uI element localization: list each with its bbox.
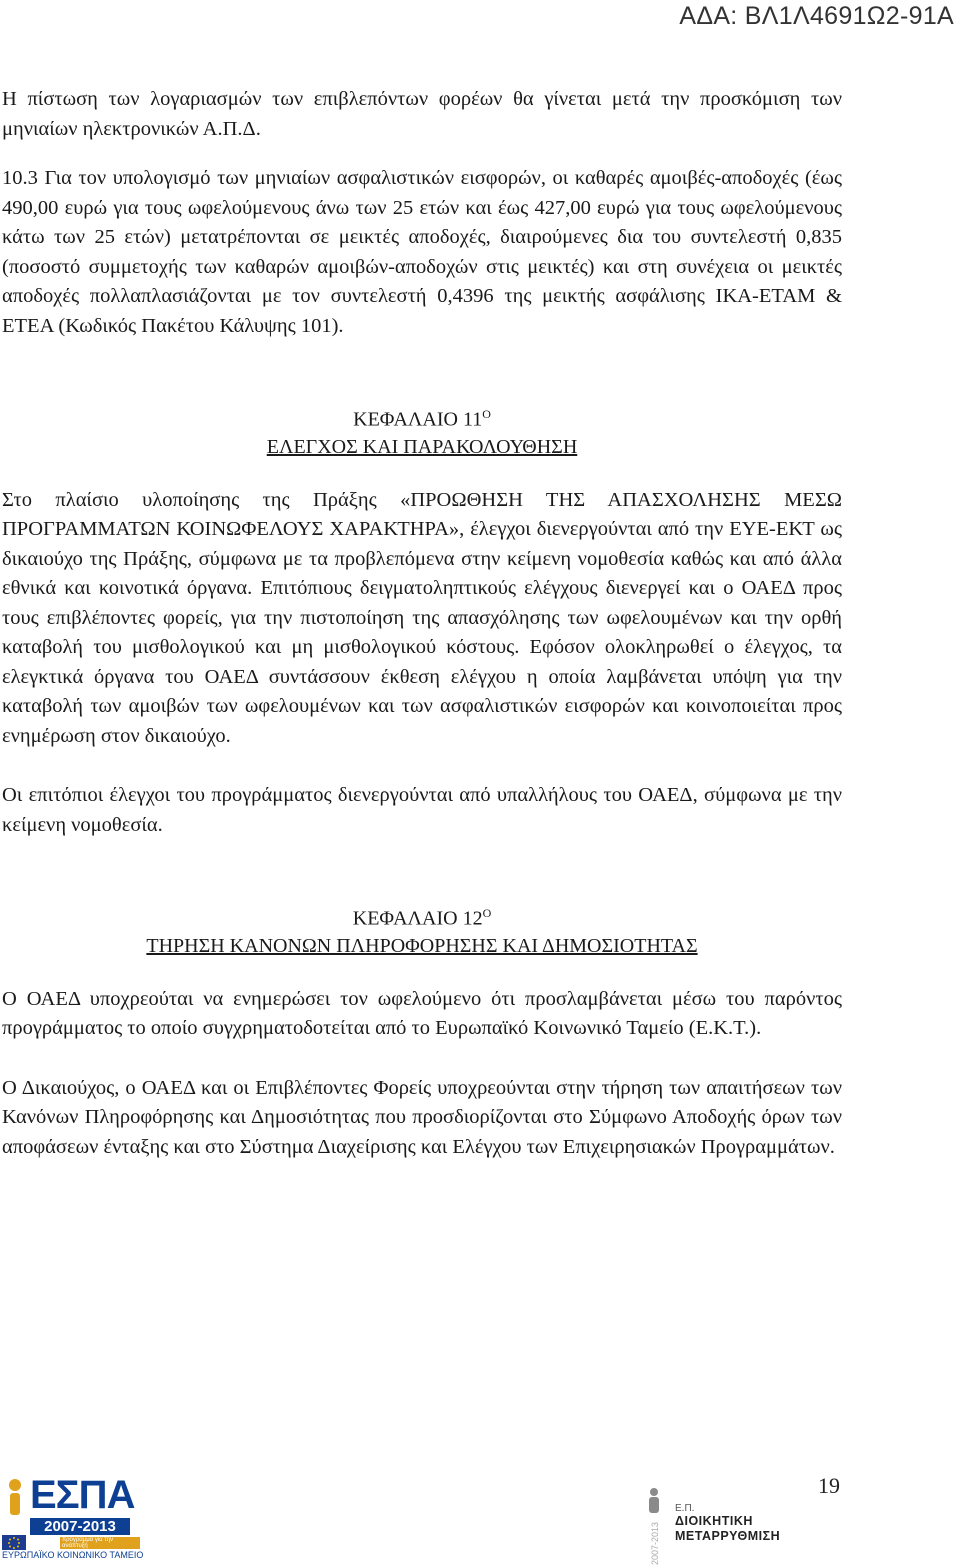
paragraph-10-3: 10.3 Για τον υπολογισμό των μηνιαίων ασφαλιστικών εισφορών, οι καθαρές αμοιβές-αποδοχές (έως 490,00 ευρώ για τους ωφελούμενους άνω των 25 ετών και έως 427,00 ευρώ για τους ωφελούμενους κάτω των 25 ετών) μετατρέπονται σε μεικτές αποδοχές, διαιρούμενες δια του συντελεστή 0,835 (ποσοστό συμμετοχής των καθαρών αμοιβών-αποδοχών στις μεικτές) και στη συνέχεια οι μεικτές αποδοχές πολλαπλασιάζονται με τον συντελεστή 0,4396 της μεικτής ασφάλισης ΙΚΑ-ΕΤΑΜ & ΕΤΕΑ (Κωδικός Πακέτου Κάλυψης 101).: [2, 167, 842, 337]
chapter-11-label: ΚΕΦΑΛΑΙΟ 11: [353, 408, 483, 431]
page-number: 19: [818, 1473, 840, 1498]
espa-figure-icon: [2, 1478, 28, 1518]
reform-line-1: ΔΙΟΙΚΗΤΙΚΗ: [675, 1514, 753, 1528]
chapter-11-subtitle: ΕΛΕΓΧΟΣ ΚΑΙ ΠΑΡΑΚΟΛΟΥΘΗΣΗ: [266, 435, 578, 458]
eu-flag-icon: [2, 1535, 26, 1550]
reform-ep: Ε.Π.: [675, 1503, 695, 1514]
paragraph-publicity-rules: Ο Δικαιούχος, ο ΟΑΕΔ και οι Επιβλέποντες Φορείς υποχρεούνται στην τήρηση των απαιτήσεων των Κανόνων Πληροφόρησης και Δημοσιότητας που προσδιορίζονται στο Σύμφωνο Αποδοχής όρων των αποφάσεων ένταξης και στο Σύστημα Διαχείρισης και Ελέγχου των Επιχειρησιακών Προγραμμάτων.: [2, 1076, 842, 1158]
paragraph-onsite-controls: Οι επιτόπιοι έλεγχοι του προγράμματος διενεργούνται από υπαλλήλους του ΟΑΕΔ, σύμφωνα με την κείμενη νομοθεσία.: [2, 784, 842, 836]
espa-logo: [0, 1470, 144, 1565]
chapter-12-sup: Ο: [482, 906, 492, 921]
ada-code: ΑΔΑ: ΒΛ1Λ4691Ω2-91Α: [679, 2, 954, 30]
document-body: [2, 85, 842, 1162]
chapter-11-sup: Ο: [482, 407, 491, 421]
chapter-12-title: [2, 900, 842, 933]
espa-fund-name: ΕΥΡΩΠΑΪΚΟ ΚΟΙΝΩΝΙΚΟ ΤΑΜΕΙΟ: [2, 1550, 144, 1560]
reform-line-2: ΜΕΤΑΡΡΥΘΜΙΣΗ: [675, 1529, 781, 1543]
paragraph-controls: Στο πλαίσιο υλοποίησης της Πράξης «ΠΡΟΩΘΗΣΗ ΤΗΣ ΑΠΑΣΧΟΛΗΣΗΣ ΜΕΣΩ ΠΡΟΓΡΑΜΜΑΤΩΝ ΚΟΙΝΩΦΕΛΟΥΣ ΧΑΡΑΚΤΗΡΑ», έλεγχοι διενεργούνται από την ΕΥΕ-ΕΚΤ ως δικαιούχο της Πράξης, σύμφωνα με τα προβλεπόμενα στην κείμενη νομοθεσία καθώς και από άλλα εθνικά και κοινοτικά όργανα. Επιτόπιους δειγματοληπτικούς ελέγχους διενεργεί και ο ΟΑΕΔ προς τους επιβλέποντες φορείς, για την πιστοποίηση της απασχόλησης των ωφελουμένων και την ορθή καταβολή του μισθολογικού και μη μισθολογικού κόστους. Εφόσον ολοκληρωθεί ο έλεγχος, τα ελεγκτικά όργανα του ΟΑΕΔ συντάσσουν έκθεση ελέγχου η οποία λαμβάνεται υπόψη για την καταβολή των αμοιβών των ωφελουμένων και των ασφαλιστικών εισφορών και κοινοποιείται προς ενημέρωση στον δικαιούχο.: [2, 488, 842, 747]
chapter-12-label: ΚΕΦΑΛΑΙΟ 12: [352, 907, 483, 930]
espa-wordmark: ΕΣΠΑ: [30, 1473, 135, 1517]
reform-logo: [638, 1495, 788, 1565]
espa-years: 2007-2013: [30, 1518, 130, 1535]
chapter-12-subtitle: ΤΗΡΗΣΗ ΚΑΝΟΝΩΝ ΠΛΗΡΟΦΟΡΗΣΗΣ ΚΑΙ ΔΗΜΟΣΙΟΤΗΤΑΣ: [146, 934, 698, 957]
paragraph-credit: Η πίστωση των λογαριασμών των επιβλεπόντων φορέων θα γίνεται μετά την προσκόμιση των μηνιαίων ηλεκτρονικών Α.Π.Δ.: [2, 88, 842, 140]
chapter-11-title: [2, 401, 842, 434]
reform-years: 2007-2013: [650, 1521, 660, 1565]
paragraph-oaed-inform: Ο ΟΑΕΔ υποχρεούται να ενημερώσει τον ωφελούμενο ότι προσλαμβάνεται μέσω του παρόντος προγράμματος το οποίο συγχρηματοδοτείται από το Ευρωπαϊκό Κοινωνικό Ταμείο (Ε.Κ.Τ.).: [2, 987, 842, 1040]
espa-tagline: πρόγραμμα για την ανάπτυξη: [60, 1537, 140, 1549]
